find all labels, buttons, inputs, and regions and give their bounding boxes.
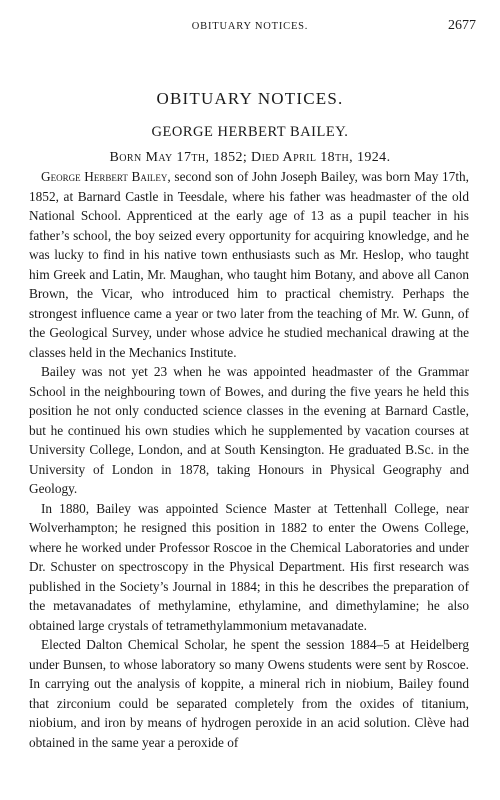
obituary-subject-name: GEORGE HERBERT BAILEY. xyxy=(151,124,349,140)
paragraph: In 1880, Bailey was appointed Science Master at Tettenhall College, near Wolverhampton; he resigned this position in 1882 to enter the Owens College, where he worked under Professor Roscoe in the Chemical Laboratories and under Dr. Schuster on spectroscopy in the Physical Department. His first research was published in the Society’s Journal in 1884; in this he describes the preparation of the metavanadates of methylamine, ethylamine, and dimethylamine; he also obtained large crystals of tetramethylammonium metavanadate. xyxy=(29,500,469,633)
paragraph xyxy=(29,167,469,362)
birth-death-dates: Born May 17th, 1852; Died April 18th, 1924. xyxy=(109,150,391,165)
paragraph: Bailey was not yet 23 when he was appointed headmaster of the Grammar School in the neighbouring town of Bowes, and during the five years he held this position he not only conducted science classes in the evening at Barnard Castle, but he continued his own studies which he supplemented by vacation courses at University College, London, and at South Kensington. He graduated B.Sc. in the University of London in 1878, taking Honours in Physical Geography and Geology. xyxy=(29,364,469,496)
paragraph-lead-name: George Herbert Bailey xyxy=(41,169,168,184)
paragraph-text: , second son of John Joseph Bailey, was born May 17th, 1852, at Barnard Castle in Teesdale, where his father was headmaster of the old National School. Apprenticed at the early age of 13 as a pupil teacher in his father’s school, the boy seized every opportunity for acquiring knowledge, and he was lucky to find in his native town enthusiasts such as Mr. Heslop, who taught him Greek and Latin, Mr. Maughan, who taught him Botany, and above all Canon Brown, the Vicar, who introduced him to practical chemistry. Perhaps the strongest influence came a year or two later from the teaching of Mr. W. Gunn, of the Geological Survey, under whose advice he studied mechanical drawing at the classes held in the Mechanics Institute. xyxy=(29,169,469,360)
obituary-body xyxy=(29,167,469,752)
running-title: OBITUARY NOTICES. xyxy=(191,21,309,32)
running-header xyxy=(0,18,500,36)
section-title: OBITUARY NOTICES. xyxy=(156,89,344,108)
paragraph: Elected Dalton Chemical Scholar, he spent the session 1884–5 at Heidelberg under Bunsen, to whose laboratory so many Owens students were sent by Roscoe. In carrying out the analysis of koppite, a mineral rich in niobium, Bailey found that zirconium could be separated completely from the oxides of titanium, niobium, and iron by means of hydrogen peroxide in an acid solution. Clève had obtained in the same year a peroxide of xyxy=(29,637,469,750)
page-number: 2677 xyxy=(448,18,476,33)
